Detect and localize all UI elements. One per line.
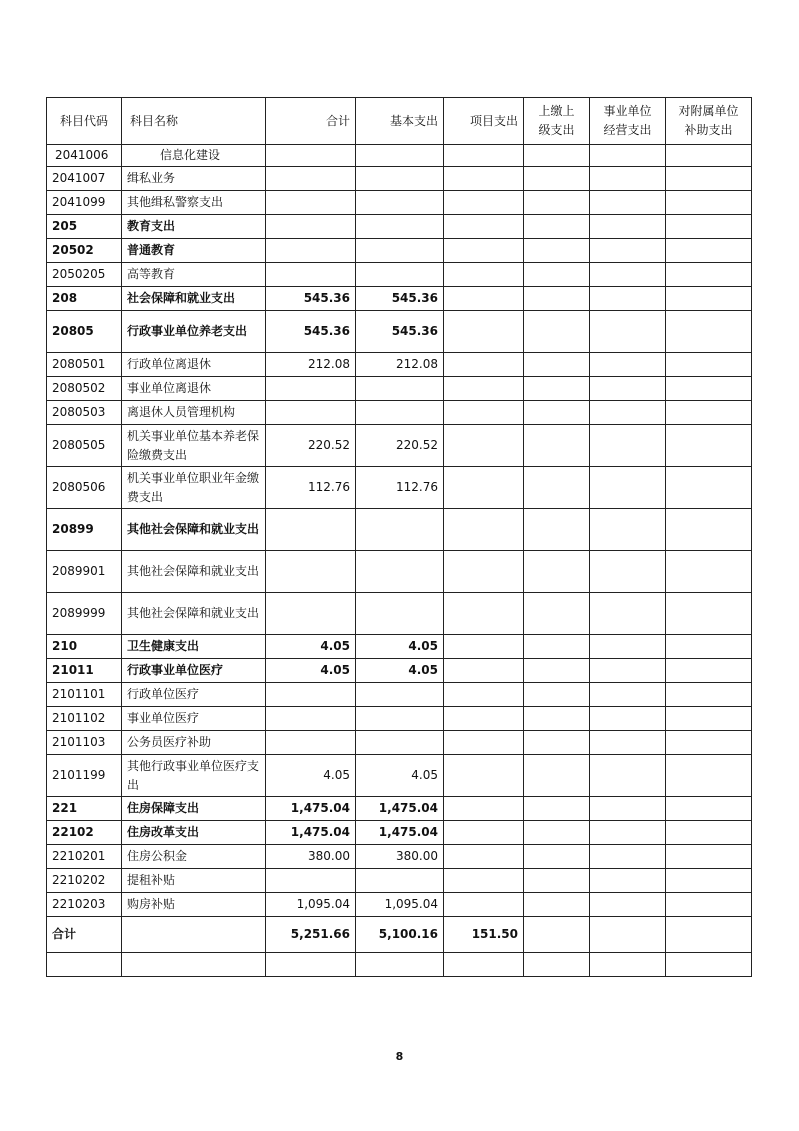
cell-name: 卫生健康支出: [122, 635, 266, 659]
header-project: 项目支出: [444, 98, 524, 145]
cell-project: [444, 635, 524, 659]
cell-code: 2041007: [47, 167, 122, 191]
cell-subsidy: [666, 287, 752, 311]
cell-name: 其他社会保障和就业支出: [122, 593, 266, 635]
cell-subsidy: [666, 167, 752, 191]
cell-project: [444, 215, 524, 239]
cell-name: 普通教育: [122, 239, 266, 263]
table-row: [47, 683, 752, 707]
cell-subsidy: [666, 509, 752, 551]
empty-cell: [524, 953, 590, 977]
cell-business: [590, 377, 666, 401]
cell-upper: [524, 145, 590, 167]
cell-upper: [524, 845, 590, 869]
cell-upper: [524, 659, 590, 683]
cell-code: 2041099: [47, 191, 122, 215]
cell-code: 2041006: [47, 145, 122, 167]
cell-basic: [356, 509, 444, 551]
table-row: [47, 509, 752, 551]
cell-project: [444, 593, 524, 635]
cell-total: 212.08: [266, 353, 356, 377]
table-row: [47, 239, 752, 263]
cell-code: 2101102: [47, 707, 122, 731]
table-row: [47, 869, 752, 893]
header-code: 科目代码: [47, 98, 122, 145]
cell-project: [444, 551, 524, 593]
table-row: [47, 707, 752, 731]
cell-name: 其他行政事业单位医疗支出: [122, 755, 266, 797]
cell-subsidy: [666, 683, 752, 707]
empty-cell: [590, 953, 666, 977]
cell-upper: [524, 377, 590, 401]
cell-business: [590, 239, 666, 263]
table-row: [47, 797, 752, 821]
cell-code: 2080506: [47, 467, 122, 509]
cell-upper: [524, 893, 590, 917]
cell-project: [444, 659, 524, 683]
cell-total: [266, 167, 356, 191]
cell-basic: 4.05: [356, 659, 444, 683]
cell-business: [590, 263, 666, 287]
table-row: [47, 821, 752, 845]
cell-basic: [356, 239, 444, 263]
cell-name: 住房改革支出: [122, 821, 266, 845]
cell-project: [444, 731, 524, 755]
cell-project: [444, 287, 524, 311]
cell-code: 2089999: [47, 593, 122, 635]
cell-name: 机关事业单位基本养老保险缴费支出: [122, 425, 266, 467]
cell-subsidy: [666, 893, 752, 917]
table-row: [47, 845, 752, 869]
cell-upper: [524, 191, 590, 215]
cell-business: [590, 845, 666, 869]
cell-name: 行政单位医疗: [122, 683, 266, 707]
total-business: [590, 917, 666, 953]
cell-code: 210: [47, 635, 122, 659]
cell-name: 缉私业务: [122, 167, 266, 191]
table-row: [47, 755, 752, 797]
cell-upper: [524, 353, 590, 377]
total-basic: 5,100.16: [356, 917, 444, 953]
cell-business: [590, 401, 666, 425]
cell-name: 事业单位医疗: [122, 707, 266, 731]
empty-cell: [122, 953, 266, 977]
cell-name: 行政事业单位养老支出: [122, 311, 266, 353]
cell-project: [444, 353, 524, 377]
cell-upper: [524, 401, 590, 425]
cell-business: [590, 425, 666, 467]
cell-project: [444, 869, 524, 893]
cell-upper: [524, 215, 590, 239]
cell-name: 其他社会保障和就业支出: [122, 551, 266, 593]
cell-business: [590, 707, 666, 731]
cell-upper: [524, 593, 590, 635]
cell-subsidy: [666, 401, 752, 425]
table-row: [47, 263, 752, 287]
table-row: [47, 145, 752, 167]
cell-code: 208: [47, 287, 122, 311]
cell-code: 2210201: [47, 845, 122, 869]
cell-name: 离退休人员管理机构: [122, 401, 266, 425]
cell-business: [590, 731, 666, 755]
cell-total: [266, 683, 356, 707]
cell-code: 2080505: [47, 425, 122, 467]
cell-subsidy: [666, 845, 752, 869]
cell-business: [590, 467, 666, 509]
cell-subsidy: [666, 239, 752, 263]
cell-name: 机关事业单位职业年金缴费支出: [122, 467, 266, 509]
cell-total: [266, 551, 356, 593]
cell-code: 2080502: [47, 377, 122, 401]
cell-basic: 4.05: [356, 755, 444, 797]
header-subsidy-line1: 对附属单位: [678, 104, 739, 119]
cell-basic: [356, 869, 444, 893]
cell-basic: [356, 683, 444, 707]
cell-project: [444, 467, 524, 509]
cell-business: [590, 215, 666, 239]
cell-subsidy: [666, 311, 752, 353]
cell-total: 545.36: [266, 311, 356, 353]
cell-basic: 1,475.04: [356, 821, 444, 845]
table-row: [47, 635, 752, 659]
total-subsidy: [666, 917, 752, 953]
cell-total: [266, 869, 356, 893]
cell-subsidy: [666, 797, 752, 821]
cell-project: [444, 167, 524, 191]
cell-code: 2101199: [47, 755, 122, 797]
cell-project: [444, 311, 524, 353]
cell-upper: [524, 239, 590, 263]
cell-project: [444, 145, 524, 167]
cell-subsidy: [666, 191, 752, 215]
table-row: [47, 191, 752, 215]
table-row: [47, 467, 752, 509]
cell-basic: [356, 191, 444, 215]
cell-project: [444, 377, 524, 401]
cell-business: [590, 287, 666, 311]
cell-basic: 220.52: [356, 425, 444, 467]
table-row: [47, 401, 752, 425]
cell-upper: [524, 821, 590, 845]
table-row: [47, 593, 752, 635]
cell-business: [590, 659, 666, 683]
empty-cell: [356, 953, 444, 977]
cell-total: 112.76: [266, 467, 356, 509]
table-header-row: [47, 98, 752, 145]
cell-upper: [524, 755, 590, 797]
cell-subsidy: [666, 755, 752, 797]
total-name-empty: [122, 917, 266, 953]
cell-subsidy: [666, 731, 752, 755]
table-row: [47, 311, 752, 353]
header-business: [590, 98, 666, 145]
table-row: [47, 551, 752, 593]
cell-code: 2080503: [47, 401, 122, 425]
cell-project: [444, 755, 524, 797]
cell-total: [266, 191, 356, 215]
table-row: [47, 287, 752, 311]
cell-upper: [524, 869, 590, 893]
cell-business: [590, 167, 666, 191]
table-row: [47, 353, 752, 377]
cell-total: [266, 707, 356, 731]
cell-basic: 380.00: [356, 845, 444, 869]
cell-code: 2101101: [47, 683, 122, 707]
empty-cell: [666, 953, 752, 977]
cell-business: [590, 797, 666, 821]
cell-total: [266, 401, 356, 425]
cell-code: 20502: [47, 239, 122, 263]
header-business-line2: 经营支出: [603, 123, 652, 137]
cell-total: 545.36: [266, 287, 356, 311]
cell-upper: [524, 287, 590, 311]
cell-business: [590, 509, 666, 551]
table-row: [47, 731, 752, 755]
cell-code: 221: [47, 797, 122, 821]
cell-subsidy: [666, 215, 752, 239]
cell-basic: [356, 551, 444, 593]
cell-project: [444, 239, 524, 263]
cell-project: [444, 683, 524, 707]
cell-total: [266, 731, 356, 755]
cell-subsidy: [666, 821, 752, 845]
cell-total: [266, 263, 356, 287]
header-upper-line1: 上缴上: [538, 104, 575, 119]
cell-upper: [524, 731, 590, 755]
cell-basic: [356, 377, 444, 401]
cell-business: [590, 683, 666, 707]
cell-code: 20899: [47, 509, 122, 551]
cell-basic: [356, 167, 444, 191]
total-label: 合计: [47, 917, 122, 953]
cell-basic: [356, 215, 444, 239]
cell-upper: [524, 635, 590, 659]
cell-code: 2050205: [47, 263, 122, 287]
cell-code: 21011: [47, 659, 122, 683]
page-number: 8: [395, 1050, 404, 1063]
table-row: [47, 893, 752, 917]
cell-name: 事业单位离退休: [122, 377, 266, 401]
cell-project: [444, 893, 524, 917]
cell-name: 行政事业单位医疗: [122, 659, 266, 683]
cell-total: [266, 239, 356, 263]
cell-total: 220.52: [266, 425, 356, 467]
header-upper-line2: 级支出: [538, 123, 575, 137]
cell-upper: [524, 509, 590, 551]
cell-name: 购房补贴: [122, 893, 266, 917]
cell-project: [444, 401, 524, 425]
cell-upper: [524, 797, 590, 821]
cell-business: [590, 551, 666, 593]
cell-name: 其他社会保障和就业支出: [122, 509, 266, 551]
cell-name: 信息化建设: [122, 145, 266, 167]
cell-code: 2080501: [47, 353, 122, 377]
cell-basic: [356, 593, 444, 635]
empty-cell: [47, 953, 122, 977]
cell-basic: 545.36: [356, 287, 444, 311]
cell-basic: 1,095.04: [356, 893, 444, 917]
header-name: 科目名称: [122, 98, 266, 145]
header-upper: [524, 98, 590, 145]
cell-total: 4.05: [266, 755, 356, 797]
header-total: 合计: [266, 98, 356, 145]
cell-business: [590, 191, 666, 215]
cell-total: 4.05: [266, 635, 356, 659]
cell-basic: 112.76: [356, 467, 444, 509]
cell-code: 2101103: [47, 731, 122, 755]
cell-basic: [356, 145, 444, 167]
cell-basic: [356, 707, 444, 731]
cell-total: 1,475.04: [266, 821, 356, 845]
cell-subsidy: [666, 551, 752, 593]
cell-basic: 212.08: [356, 353, 444, 377]
cell-subsidy: [666, 593, 752, 635]
cell-upper: [524, 467, 590, 509]
header-subsidy-line2: 补助支出: [684, 123, 733, 137]
cell-name: 其他缉私警察支出: [122, 191, 266, 215]
cell-project: [444, 845, 524, 869]
cell-name: 行政单位离退休: [122, 353, 266, 377]
cell-total: [266, 377, 356, 401]
cell-code: 2089901: [47, 551, 122, 593]
cell-business: [590, 869, 666, 893]
cell-code: 2210203: [47, 893, 122, 917]
header-business-line1: 事业单位: [603, 104, 652, 119]
table-row: [47, 215, 752, 239]
cell-subsidy: [666, 635, 752, 659]
cell-subsidy: [666, 707, 752, 731]
cell-upper: [524, 707, 590, 731]
cell-total: [266, 593, 356, 635]
table-row: [47, 167, 752, 191]
cell-business: [590, 755, 666, 797]
cell-project: [444, 191, 524, 215]
cell-upper: [524, 167, 590, 191]
cell-business: [590, 353, 666, 377]
empty-cell: [444, 953, 524, 977]
total-project: 151.50: [444, 917, 524, 953]
budget-expenditure-table: [46, 97, 752, 977]
cell-name: 社会保障和就业支出: [122, 287, 266, 311]
cell-project: [444, 425, 524, 467]
cell-business: [590, 145, 666, 167]
cell-project: [444, 821, 524, 845]
cell-name: 住房保障支出: [122, 797, 266, 821]
cell-basic: 4.05: [356, 635, 444, 659]
empty-cell: [266, 953, 356, 977]
cell-subsidy: [666, 659, 752, 683]
cell-upper: [524, 551, 590, 593]
cell-basic: 545.36: [356, 311, 444, 353]
header-basic: 基本支出: [356, 98, 444, 145]
cell-basic: 1,475.04: [356, 797, 444, 821]
cell-project: [444, 707, 524, 731]
cell-total: [266, 509, 356, 551]
cell-basic: [356, 731, 444, 755]
cell-code: 205: [47, 215, 122, 239]
table-row: [47, 377, 752, 401]
cell-project: [444, 263, 524, 287]
cell-total: [266, 145, 356, 167]
cell-business: [590, 821, 666, 845]
empty-row: [47, 953, 752, 977]
cell-total: 380.00: [266, 845, 356, 869]
cell-business: [590, 593, 666, 635]
cell-subsidy: [666, 353, 752, 377]
cell-total: 1,475.04: [266, 797, 356, 821]
cell-upper: [524, 263, 590, 287]
cell-code: 20805: [47, 311, 122, 353]
cell-business: [590, 635, 666, 659]
cell-name: 教育支出: [122, 215, 266, 239]
cell-subsidy: [666, 869, 752, 893]
cell-project: [444, 509, 524, 551]
total-upper: [524, 917, 590, 953]
cell-upper: [524, 425, 590, 467]
cell-subsidy: [666, 145, 752, 167]
cell-business: [590, 311, 666, 353]
cell-subsidy: [666, 263, 752, 287]
table-row: [47, 425, 752, 467]
table-row: [47, 659, 752, 683]
cell-upper: [524, 683, 590, 707]
cell-upper: [524, 311, 590, 353]
cell-name: 高等教育: [122, 263, 266, 287]
cell-name: 提租补贴: [122, 869, 266, 893]
cell-business: [590, 893, 666, 917]
total-sum: 5,251.66: [266, 917, 356, 953]
cell-name: 公务员医疗补助: [122, 731, 266, 755]
cell-subsidy: [666, 377, 752, 401]
cell-code: 22102: [47, 821, 122, 845]
cell-total: 1,095.04: [266, 893, 356, 917]
header-subsidy: [666, 98, 752, 145]
cell-code: 2210202: [47, 869, 122, 893]
cell-basic: [356, 263, 444, 287]
cell-subsidy: [666, 425, 752, 467]
cell-total: [266, 215, 356, 239]
cell-name: 住房公积金: [122, 845, 266, 869]
cell-project: [444, 797, 524, 821]
cell-total: 4.05: [266, 659, 356, 683]
cell-basic: [356, 401, 444, 425]
total-row: [47, 917, 752, 953]
cell-subsidy: [666, 467, 752, 509]
